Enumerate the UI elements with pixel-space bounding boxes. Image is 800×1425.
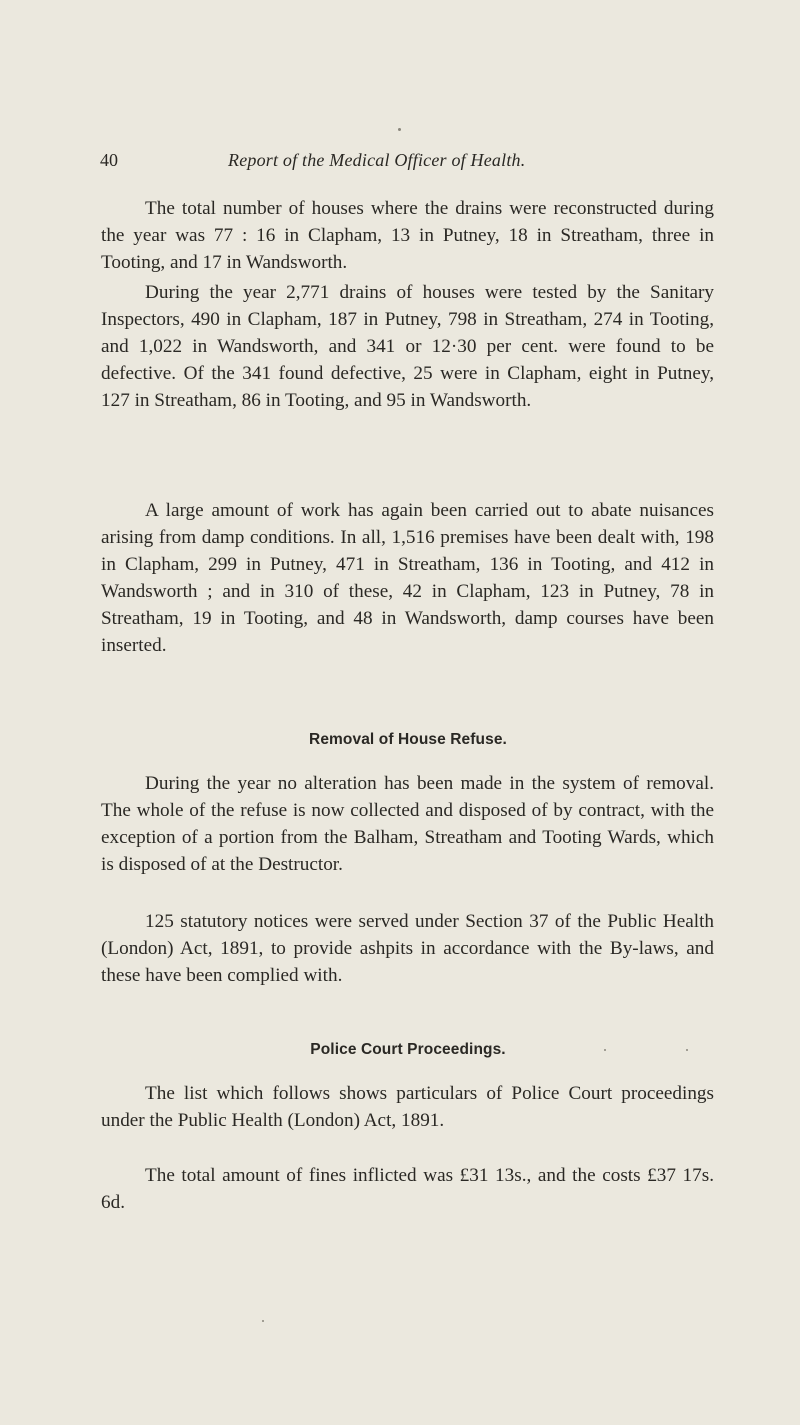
paper-speck (604, 1049, 606, 1051)
paragraph-damp-conditions: A large amount of work has again been carried out to abate nuisances arising from damp conditions. In all, 1,516 premises have been dealt with, 198 in Clapham, 299 in Putney, 471 in Streatham, 136 in Tooting, and 412 in Wandsworth ; and in 310 of these, 42 in Clapham, 123 in Putney, 78 in Streatham, 19 in Tooting, and 48 in Wandsworth, damp courses have been inserted. (101, 500, 714, 656)
page-header (100, 150, 720, 180)
paragraph-drains-tested: During the year 2,771 drains of houses were tested by the Sanitary Inspectors, 490 in Clapham, 187 in Putney, 798 in Streatham, 274 in Tooting, and 1,022 in Wandsworth, and 341 or 12·30 per cent. were found to be defective. Of the 341 found defective, 25 were in Clapham, eight in Putney, 127 in Streatham, 86 in Tooting, and 95 in Wandsworth. (101, 282, 714, 411)
section-heading-police: Police Court Proceedings. (310, 1041, 506, 1058)
paper-speck (398, 128, 401, 131)
paper-speck (686, 1049, 688, 1051)
running-title: Report of the Medical Officer of Health. (228, 150, 526, 170)
paragraph-drains-reconstructed: The total number of houses where the drains were reconstructed during the year was 77 : 16 in Clapham, 13 in Putney, 18 in Streatham, three in Tooting, and 17 in Wandsworth. (101, 198, 714, 273)
paper-speck (262, 1320, 264, 1322)
paragraph-statutory-notices: 125 statutory notices were served under Section 37 of the Public Health (London) Act, 1891, to provide ashpits in accordance with the By-laws, and these have been complied with. (101, 911, 714, 986)
paragraph-police-list: The list which follows shows particulars of Police Court proceedings under the Public Health (London) Act, 1891. (101, 1083, 714, 1131)
section-heading-removal: Removal of House Refuse. (309, 731, 507, 748)
paragraph-refuse-removal: During the year no alteration has been made in the system of removal. The whole of the refuse is now collected and disposed of by contract, with the exception of a portion from the Balham, Streatham and Tooting Wards, which is disposed of at the Destructor. (101, 773, 714, 875)
page-number: 40 (100, 150, 118, 170)
paragraph-fines-costs: The total amount of fines inflicted was £31 13s., and the costs £37 17s. 6d. (101, 1165, 714, 1213)
